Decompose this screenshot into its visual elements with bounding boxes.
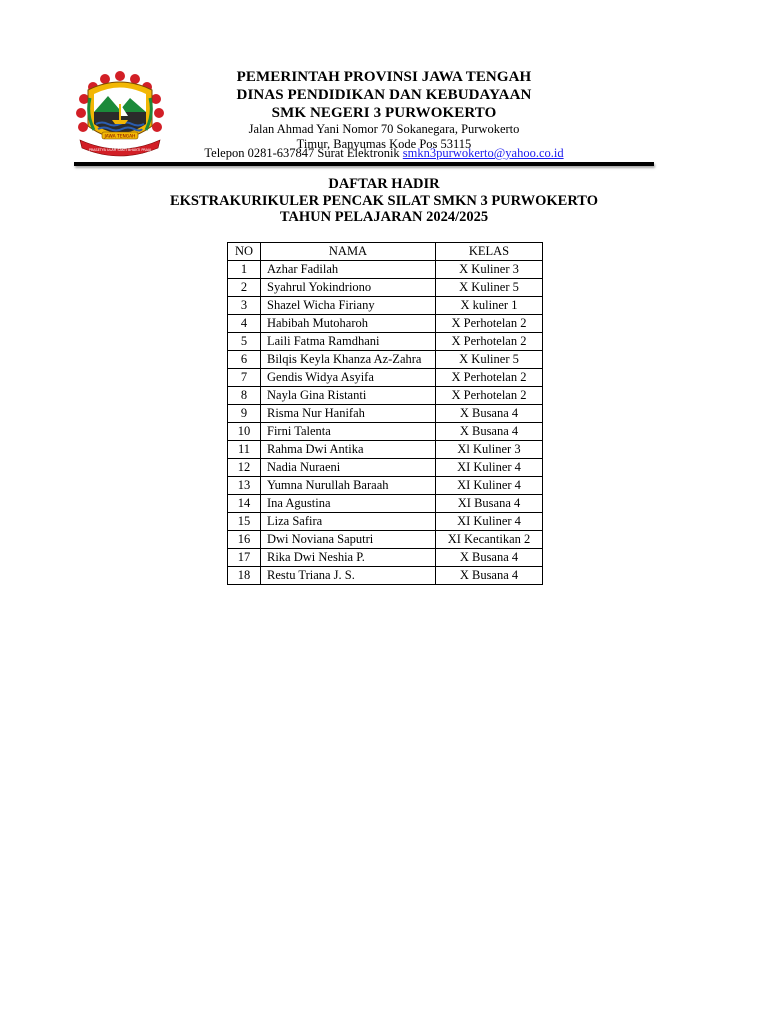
cell-kelas: XI Kuliner 4 xyxy=(436,477,543,495)
cell-kelas: XI Kuliner 4 xyxy=(436,513,543,531)
cell-no: 3 xyxy=(228,297,261,315)
cell-nama: Habibah Mutoharoh xyxy=(261,315,436,333)
table-row xyxy=(228,423,543,441)
table-row xyxy=(228,315,543,333)
cell-nama: Restu Triana J. S. xyxy=(261,567,436,585)
cell-kelas: X Busana 4 xyxy=(436,423,543,441)
cell-nama: Laili Fatma Ramdhani xyxy=(261,333,436,351)
table-row xyxy=(228,567,543,585)
cell-kelas: X Perhotelan 2 xyxy=(436,387,543,405)
cell-nama: Gendis Widya Asyifa xyxy=(261,369,436,387)
table-row xyxy=(228,351,543,369)
cell-nama: Liza Safira xyxy=(261,513,436,531)
table-row xyxy=(228,459,543,477)
table-row xyxy=(228,531,543,549)
table-row xyxy=(228,549,543,567)
cell-nama: Shazel Wicha Firiany xyxy=(261,297,436,315)
cell-no: 7 xyxy=(228,369,261,387)
cell-kelas: X Kuliner 5 xyxy=(436,351,543,369)
cell-no: 11 xyxy=(228,441,261,459)
department-name: DINAS PENDIDIKAN DAN KEBUDAYAAN xyxy=(236,87,532,103)
cell-nama: Rahma Dwi Antika xyxy=(261,441,436,459)
cell-nama: Firni Talenta xyxy=(261,423,436,441)
cell-kelas: X Busana 4 xyxy=(436,405,543,423)
cell-nama: Rika Dwi Neshia P. xyxy=(261,549,436,567)
table-row xyxy=(228,477,543,495)
table-row xyxy=(228,513,543,531)
cell-no: 6 xyxy=(228,351,261,369)
table-row xyxy=(228,261,543,279)
cell-kelas: Xl Kuliner 3 xyxy=(436,441,543,459)
cell-no: 12 xyxy=(228,459,261,477)
table-row xyxy=(228,333,543,351)
header-kelas: KELAS xyxy=(436,243,543,261)
header-no: NO xyxy=(228,243,261,261)
cell-kelas: X Perhotelan 2 xyxy=(436,333,543,351)
cell-kelas: XI Busana 4 xyxy=(436,495,543,513)
cell-no: 16 xyxy=(228,531,261,549)
cell-kelas: X kuliner 1 xyxy=(436,297,543,315)
title-line-1: DAFTAR HADIR xyxy=(328,176,440,192)
school-name: SMK NEGERI 3 PURWOKERTO xyxy=(271,105,497,121)
cell-no: 2 xyxy=(228,279,261,297)
cell-nama: Ina Agustina xyxy=(261,495,436,513)
logo-motto-text: PRASETYA ULAH SAKTI BHAKTI PRAJA xyxy=(88,148,152,152)
cell-nama: Nayla Gina Ristanti xyxy=(261,387,436,405)
cell-kelas: XI Kuliner 4 xyxy=(436,459,543,477)
cell-nama: Azhar Fadilah xyxy=(261,261,436,279)
table-header-row xyxy=(228,243,543,261)
cell-no: 18 xyxy=(228,567,261,585)
cell-no: 17 xyxy=(228,549,261,567)
cell-kelas: X Kuliner 3 xyxy=(436,261,543,279)
cell-no: 15 xyxy=(228,513,261,531)
email-link[interactable]: smkn3purwokerto@yahoo.co.id xyxy=(402,146,564,160)
table-row xyxy=(228,405,543,423)
contact-line xyxy=(160,146,608,161)
cell-no: 13 xyxy=(228,477,261,495)
government-name: PEMERINTAH PROVINSI JAWA TENGAH xyxy=(236,69,532,85)
cell-no: 10 xyxy=(228,423,261,441)
phone-label: Telepon 0281-637847 Surat Elektronik xyxy=(204,146,403,160)
cell-nama: Bilqis Keyla Khanza Az-Zahra xyxy=(261,351,436,369)
cell-nama: Nadia Nuraeni xyxy=(261,459,436,477)
document-title xyxy=(100,176,668,226)
cell-kelas: X Kuliner 5 xyxy=(436,279,543,297)
logo-ribbon-text: JAWA TENGAH xyxy=(104,134,136,140)
cell-kelas: X Perhotelan 2 xyxy=(436,315,543,333)
cell-nama: Syahrul Yokindriono xyxy=(261,279,436,297)
cell-no: 5 xyxy=(228,333,261,351)
cell-no: 14 xyxy=(228,495,261,513)
attendance-table xyxy=(227,242,543,585)
jawa-tengah-emblem-logo xyxy=(72,68,168,160)
cell-kelas: XI Kecantikan 2 xyxy=(436,531,543,549)
table-row xyxy=(228,369,543,387)
table-row xyxy=(228,387,543,405)
header-nama: NAMA xyxy=(261,243,436,261)
address-line-2: Timur, Banyumas Kode Pos 53115 xyxy=(296,137,472,151)
cell-no: 4 xyxy=(228,315,261,333)
letterhead xyxy=(180,68,588,152)
cell-nama: Dwi Noviana Saputri xyxy=(261,531,436,549)
table-row xyxy=(228,441,543,459)
cell-nama: Yumna Nurullah Baraah xyxy=(261,477,436,495)
table-row xyxy=(228,279,543,297)
cell-kelas: X Perhotelan 2 xyxy=(436,369,543,387)
cell-nama: Risma Nur Hanifah xyxy=(261,405,436,423)
title-line-3: TAHUN PELAJARAN 2024/2025 xyxy=(279,209,489,225)
cell-no: 9 xyxy=(228,405,261,423)
table-row xyxy=(228,495,543,513)
cell-no: 1 xyxy=(228,261,261,279)
table-row xyxy=(228,297,543,315)
letterhead-divider xyxy=(74,162,654,166)
cell-no: 8 xyxy=(228,387,261,405)
address-line-1: Jalan Ahmad Yani Nomor 70 Sokanegara, Purwokerto xyxy=(248,122,520,136)
title-line-2: EKSTRAKURIKULER PENCAK SILAT SMKN 3 PURWOKERTO xyxy=(169,192,598,209)
cell-kelas: X Busana 4 xyxy=(436,549,543,567)
cell-kelas: X Busana 4 xyxy=(436,567,543,585)
